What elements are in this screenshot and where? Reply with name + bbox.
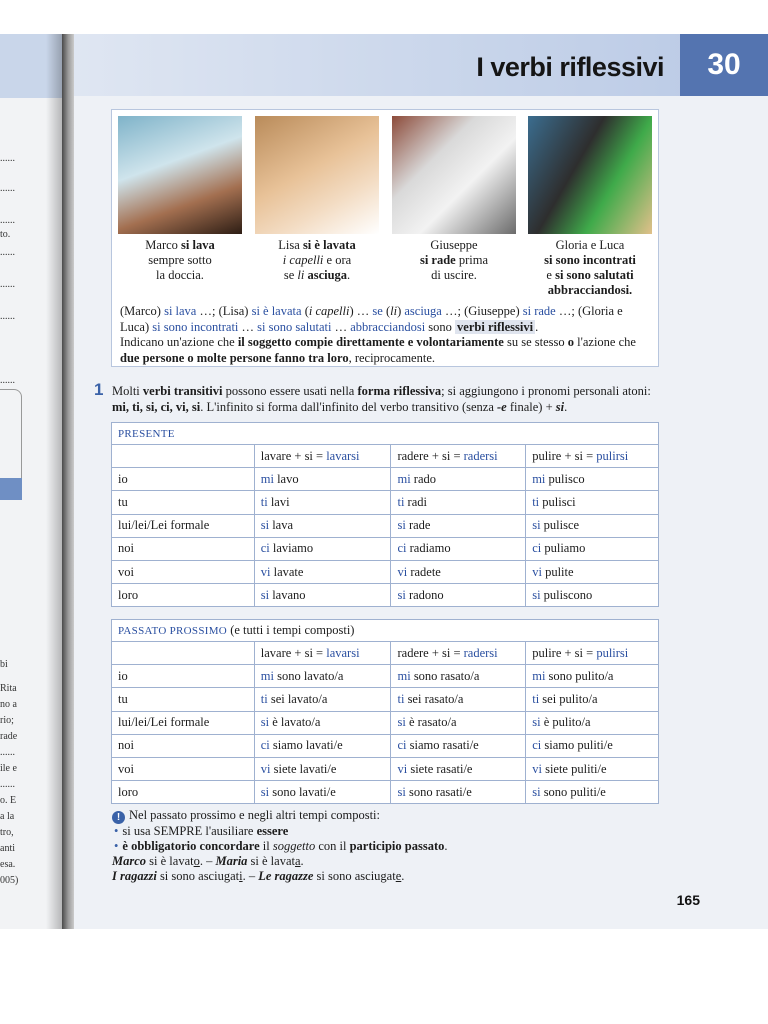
- table-row: [112, 734, 659, 757]
- table-row: [112, 537, 659, 560]
- presente-table: [111, 422, 659, 607]
- conjugation-cell: ci siamo lavati/e: [254, 734, 391, 757]
- person-cell: loro: [112, 584, 255, 607]
- textbook-page: [74, 34, 768, 929]
- left-page-fragment: ......: [0, 153, 15, 164]
- person-cell: voi: [112, 757, 255, 780]
- left-page-fragment: rade: [0, 731, 18, 742]
- left-page-fragment: anti: [0, 843, 15, 854]
- table-row: [112, 665, 659, 688]
- conjugation-cell: si puliscono: [526, 584, 659, 607]
- table-header-row: [112, 445, 659, 468]
- conjugation-cell: si pulisce: [526, 514, 659, 537]
- conjugation-cell: ti lavi: [254, 491, 391, 514]
- left-page-fragment: o. E: [0, 795, 17, 806]
- chapter-number: 30: [707, 48, 741, 81]
- left-page-fragment: ......: [0, 215, 15, 226]
- page-title: I verbi riflessivi: [476, 52, 664, 82]
- conjugation-cell: vi radete: [391, 560, 526, 583]
- column-header: pulire + si = pulirsi: [526, 642, 659, 665]
- conjugation-cell: vi pulite: [526, 560, 659, 583]
- left-page-fragment: ......: [0, 279, 15, 290]
- person-cell: io: [112, 665, 255, 688]
- left-page-fragment: ......: [0, 311, 15, 322]
- left-page-bracket: [0, 389, 22, 489]
- left-page-fragment: a la: [0, 811, 15, 822]
- conjugation-cell: mi sono lavato/a: [254, 665, 391, 688]
- conjugation-cell: mi lavo: [254, 468, 391, 491]
- conjugation-cell: ci puliamo: [526, 537, 659, 560]
- table-row: [112, 584, 659, 607]
- table-header-row: [112, 642, 659, 665]
- table-row: [112, 560, 659, 583]
- conjugation-cell: mi rado: [391, 468, 526, 491]
- bullet-icon: •: [114, 839, 119, 853]
- photo-caption: Lisa si è lavata i capelli e ora se li asciuga.: [278, 238, 356, 282]
- conjugation-cell: ti radi: [391, 491, 526, 514]
- conjugation-cell: si è lavato/a: [254, 711, 391, 734]
- photo-caption: Giuseppe si rade prima di uscire.: [419, 238, 489, 282]
- photo-couple-hugging: [528, 116, 652, 234]
- left-page-fragment: ile e: [0, 763, 17, 774]
- column-header: radere + si = radersi: [391, 642, 526, 665]
- left-page-fragment: tro,: [0, 827, 14, 838]
- conjugation-cell: ci siamo rasati/e: [391, 734, 526, 757]
- conjugation-cell: vi siete lavati/e: [254, 757, 391, 780]
- table-row: [112, 468, 659, 491]
- page-header: [74, 34, 768, 96]
- conjugation-cell: si radono: [391, 584, 526, 607]
- left-page-fragment: rio;: [0, 715, 14, 726]
- left-page-fragment: ......: [0, 747, 15, 758]
- rule-text: Molti verbi transitivi possono essere usati nella forma riflessiva; si aggiungono i pronomi personali atoni: mi, ti, si, ci, vi, si. L'infinito si forma dall'infinito del verbo transitivo (senza -e finale) + si.: [112, 384, 651, 414]
- person-cell: loro: [112, 781, 255, 804]
- column-header: lavare + si = lavarsi: [254, 445, 391, 468]
- table-title-row: [112, 423, 659, 445]
- conjugation-cell: si è rasato/a: [391, 711, 526, 734]
- table-row: [112, 757, 659, 780]
- person-cell: lui/lei/Lei formale: [112, 514, 255, 537]
- intro-explanation: (Marco) si lava …; (Lisa) si è lavata (i capelli) … se (li) asciuga …; (Giuseppe) si rade …; (Gloria e Luca) si sono incontrati … si sono salutati … abbracciandosi sono verbi riflessivi . Indicano un'azione che il soggetto compie direttamente e volontariamente su se stesso o l'azione che due persone o molte persone fanno tra loro, reciprocamente.: [120, 304, 636, 365]
- conjugation-cell: si sono rasati/e: [391, 781, 526, 804]
- rule-number: 1: [94, 380, 104, 399]
- table-row: [112, 491, 659, 514]
- photo-boy-shower: [118, 116, 242, 234]
- conjugation-cell: si rade: [391, 514, 526, 537]
- chapter-badge: [680, 34, 768, 96]
- photo-girl-hair: [255, 116, 379, 234]
- bullet-icon: •: [114, 824, 119, 838]
- person-cell: tu: [112, 688, 255, 711]
- column-header: lavare + si = lavarsi: [254, 642, 391, 665]
- conjugation-cell: si è pulito/a: [526, 711, 659, 734]
- intro-box: [111, 109, 659, 367]
- alert-icon: !: [112, 811, 125, 824]
- photo-man-shaving: [392, 116, 516, 234]
- left-facing-page: [0, 34, 64, 929]
- conjugation-cell: si lavano: [254, 584, 391, 607]
- conjugation-cell: ti sei lavato/a: [254, 688, 391, 711]
- left-page-fragment: ......: [0, 375, 15, 386]
- person-cell: tu: [112, 491, 255, 514]
- page-number: 165: [676, 892, 700, 908]
- person-cell: noi: [112, 734, 255, 757]
- photo-caption: Marco si lava sempre sotto la doccia.: [145, 238, 215, 282]
- left-page-fragment: bi: [0, 659, 8, 670]
- conjugation-cell: si sono lavati/e: [254, 781, 391, 804]
- left-page-fragment: ......: [0, 779, 15, 790]
- table-title: PRESENTE: [112, 423, 659, 445]
- conjugation-cell: mi sono rasato/a: [391, 665, 526, 688]
- table-row: [112, 688, 659, 711]
- conjugation-cell: ci siamo puliti/e: [526, 734, 659, 757]
- left-page-fragment: Rita: [0, 683, 17, 694]
- conjugation-cell: ti pulisci: [526, 491, 659, 514]
- table-title-row: [112, 620, 659, 642]
- conjugation-cell: ti sei rasato/a: [391, 688, 526, 711]
- conjugation-cell: mi sono pulito/a: [526, 665, 659, 688]
- column-header: radere + si = radersi: [391, 445, 526, 468]
- conjugation-cell: ci laviamo: [254, 537, 391, 560]
- table-row: [112, 514, 659, 537]
- conjugation-cell: vi lavate: [254, 560, 391, 583]
- left-page-fragment: no a: [0, 699, 17, 710]
- left-page-blue-tab: [0, 478, 22, 500]
- table-row: [112, 711, 659, 734]
- person-cell: io: [112, 468, 255, 491]
- left-page-fragment: ......: [0, 183, 15, 194]
- left-page-fragment: to.: [0, 229, 11, 240]
- table-title: PASSATO PROSSIMO (e tutti i tempi composti): [112, 620, 659, 642]
- left-page-fragment: esa.: [0, 859, 16, 870]
- conjugation-cell: vi siete rasati/e: [391, 757, 526, 780]
- conjugation-cell: ti sei pulito/a: [526, 688, 659, 711]
- conjugation-cell: si sono puliti/e: [526, 781, 659, 804]
- conjugation-cell: si lava: [254, 514, 391, 537]
- grammar-note: ! Nel passato prossimo e negli altri tempi composti: • si usa SEMPRE l'ausiliare essere • è obbligatorio concordare il soggetto con il participio passato. Marco si è lavato. – Maria si è lavata. I ragazzi si sono asciugati. – Le ragazze si sono asciugate.: [112, 808, 448, 883]
- conjugation-cell: ci radiamo: [391, 537, 526, 560]
- person-cell: lui/lei/Lei formale: [112, 711, 255, 734]
- table-row: [112, 781, 659, 804]
- person-cell: voi: [112, 560, 255, 583]
- photo-caption: Gloria e Luca si sono incontrati e si sono salutati abbracciandosi.: [544, 238, 636, 297]
- column-header: pulire + si = pulirsi: [526, 445, 659, 468]
- person-cell: noi: [112, 537, 255, 560]
- left-page-fragment: 005): [0, 875, 19, 886]
- passato-prossimo-table: [111, 619, 659, 804]
- conjugation-cell: mi pulisco: [526, 468, 659, 491]
- conjugation-cell: vi siete puliti/e: [526, 757, 659, 780]
- left-page-fragment: ......: [0, 247, 15, 258]
